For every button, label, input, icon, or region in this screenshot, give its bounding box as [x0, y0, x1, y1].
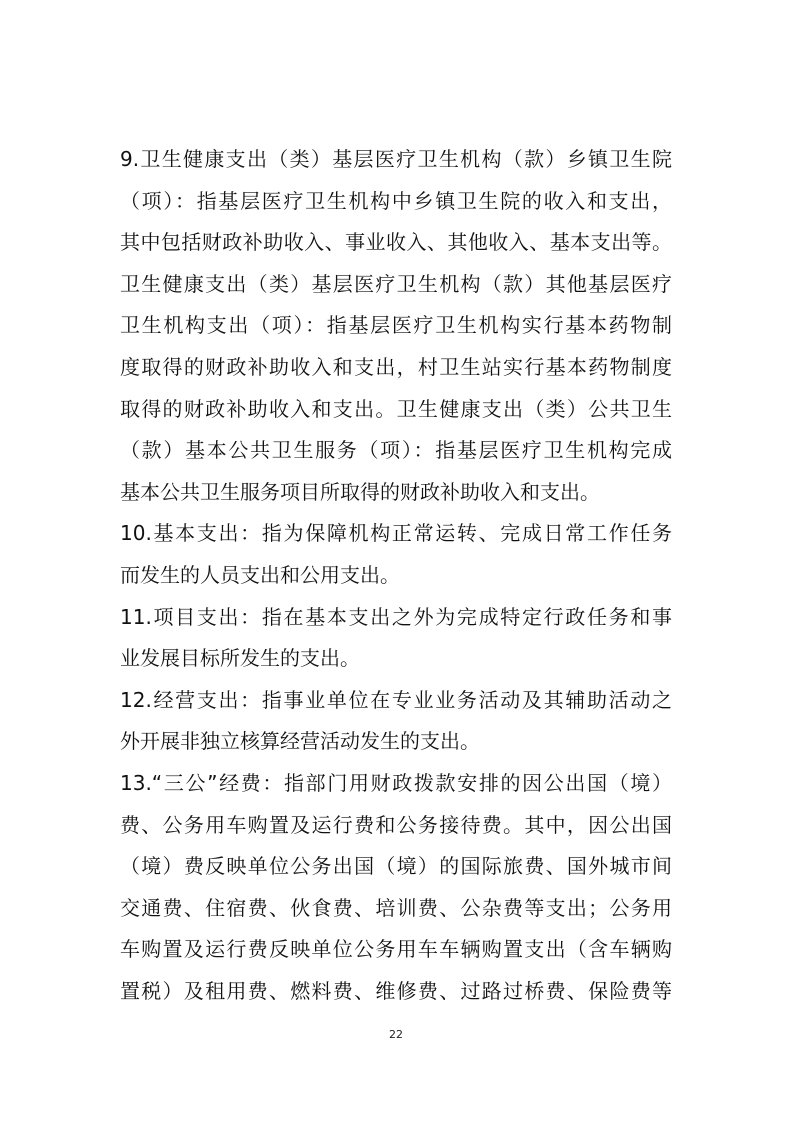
- text-line: 费、公务用车购置及运行费和公务接待费。其中，因公出国: [120, 812, 672, 837]
- text-line: 车购置及运行费反映单位公务用车车辆购置支出（含车辆购: [120, 937, 672, 962]
- text-line: 卫生健康支出（类）基层医疗卫生机构（款）其他基层医疗: [120, 271, 672, 296]
- text-line: 置税）及租用费、燃料费、维修费、过路过桥费、保险费等: [120, 978, 672, 1003]
- text-line: 度取得的财政补助收入和支出，村卫生站实行基本药物制度: [120, 354, 672, 379]
- text-line: 12.经营支出：指事业单位在专业业务活动及其辅助活动之: [120, 687, 672, 712]
- body-text: [120, 139, 672, 1012]
- text-line: （款）基本公共卫生服务（项）：指基层医疗卫生机构完成: [120, 438, 672, 463]
- text-line: 10.基本支出：指为保障机构正常运转、完成日常工作任务: [120, 521, 672, 546]
- text-line: 而发生的人员支出和公用支出。: [120, 562, 400, 587]
- text-line: 11.项目支出：指在基本支出之外为完成特定行政任务和事: [120, 604, 672, 629]
- text-line: 外开展非独立核算经营活动发生的支出。: [120, 729, 480, 754]
- text-line: 交通费、住宿费、伙食费、培训费、公杂费等支出；公务用: [120, 895, 672, 920]
- text-line: 13.“三公”经费：指部门用财政拨款安排的因公出国（境）: [120, 770, 672, 795]
- page-number: 22: [389, 1028, 403, 1041]
- text-line: 9.卫生健康支出（类）基层医疗卫生机构（款）乡镇卫生院: [120, 147, 672, 171]
- text-line: 基本公共卫生服务项目所取得的财政补助收入和支出。: [120, 479, 600, 504]
- text-line: 卫生机构支出（项）：指基层医疗卫生机构实行基本药物制: [120, 313, 672, 338]
- text-line: （项）：指基层医疗卫生机构中乡镇卫生院的收入和支出，: [120, 188, 672, 213]
- text-line: 取得的财政补助收入和支出。卫生健康支出（类）公共卫生: [120, 396, 672, 421]
- text-line: （境）费反映单位公务出国（境）的国际旅费、国外城市间: [120, 854, 672, 879]
- text-line: 业发展目标所发生的支出。: [120, 646, 360, 671]
- text-line: 其中包括财政补助收入、事业收入、其他收入、基本支出等。: [120, 230, 672, 255]
